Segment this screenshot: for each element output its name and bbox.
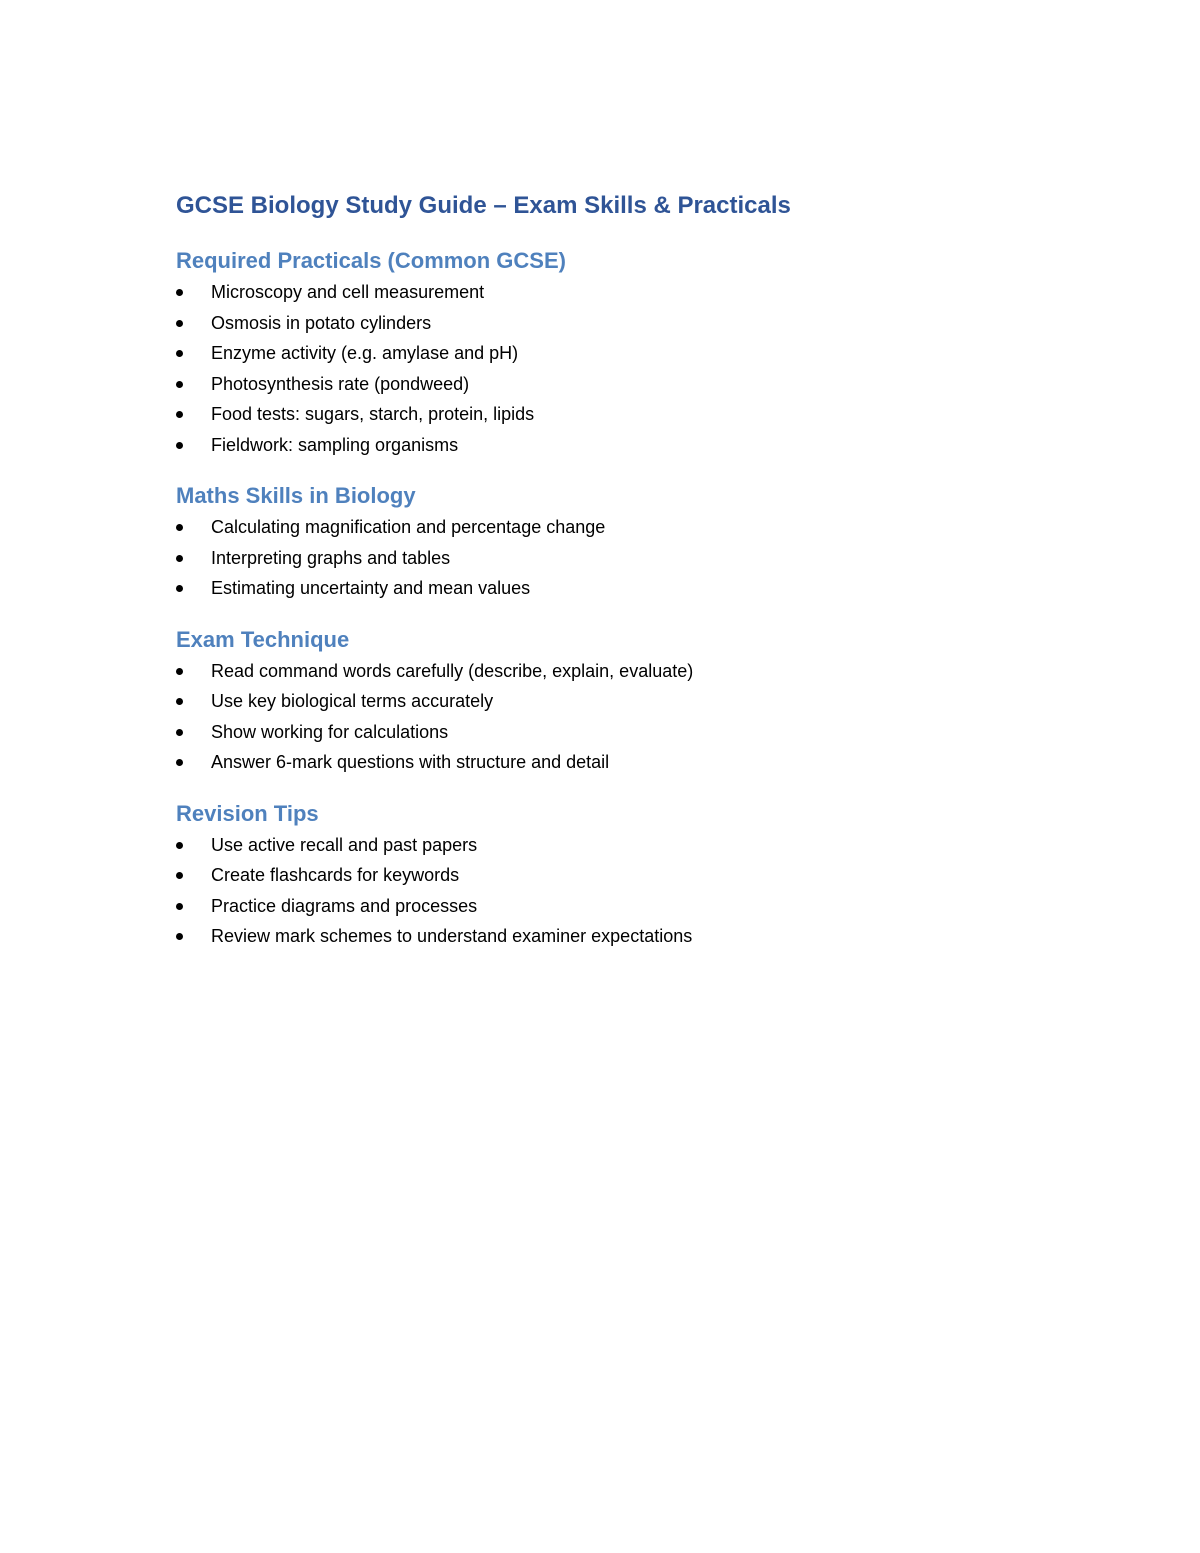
list-item	[176, 512, 1036, 543]
bullet-dot-icon	[176, 668, 183, 675]
list-item	[176, 921, 1036, 952]
list-item-text: Use active recall and past papers	[211, 834, 478, 855]
bullet-dot-icon	[176, 903, 183, 910]
bullet-list	[176, 830, 1036, 952]
list-item	[176, 430, 1036, 461]
list-item	[176, 656, 1036, 687]
bullet-list	[176, 656, 1036, 778]
list-item-text: Use key biological terms accurately	[211, 691, 494, 711]
list-item	[176, 860, 1036, 891]
list-item-text: Enzyme activity (e.g. amylase and pH)	[211, 343, 519, 363]
list-item-text: Microscopy and cell measurement	[211, 282, 485, 302]
bullet-dot-icon	[176, 585, 183, 592]
bullet-dot-icon	[176, 350, 183, 357]
list-item-text: Fieldwork: sampling organisms	[211, 434, 459, 455]
section-heading: Maths Skills in Biology	[176, 483, 416, 508]
section-heading: Exam Technique	[176, 626, 350, 652]
list-item	[176, 338, 1036, 369]
section-heading: Revision Tips	[176, 800, 319, 826]
list-item	[176, 308, 1036, 339]
list-item	[176, 543, 1036, 574]
list-item	[176, 891, 1036, 922]
list-item	[176, 573, 1036, 604]
list-item-text: Photosynthesis rate (pondweed)	[211, 373, 470, 394]
bullet-dot-icon	[176, 872, 183, 879]
list-item	[176, 717, 1036, 748]
section-revision-tips	[176, 799, 1036, 952]
bullet-dot-icon	[176, 729, 183, 736]
list-item	[176, 747, 1036, 778]
bullet-list	[176, 512, 1036, 604]
list-item-text: Estimating uncertainty and mean values	[211, 578, 531, 598]
bullet-dot-icon	[176, 320, 183, 327]
list-item-text: Create flashcards for keywords	[211, 865, 460, 885]
list-item	[176, 277, 1036, 308]
list-item-text: Interpreting graphs and tables	[211, 547, 451, 568]
list-item	[176, 399, 1036, 430]
list-item-text: Read command words carefully (describe, explain, evaluate)	[211, 660, 694, 681]
list-item-text: Answer 6-mark questions with structure and detail	[211, 752, 610, 772]
section-heading: Required Practicals (Common GCSE)	[176, 248, 566, 273]
section-maths-skills	[176, 481, 1036, 604]
bullet-dot-icon	[176, 933, 183, 940]
bullet-dot-icon	[176, 381, 183, 388]
bullet-dot-icon	[176, 698, 183, 705]
list-item-text: Calculating magnification and percentage change	[211, 517, 606, 537]
list-item	[176, 369, 1036, 400]
list-item	[176, 830, 1036, 861]
list-item-text: Review mark schemes to understand examiner expectations	[211, 926, 693, 946]
bullet-list	[176, 277, 1036, 460]
list-item	[176, 686, 1036, 717]
document-content	[176, 189, 1036, 952]
list-item-text: Osmosis in potato cylinders	[211, 312, 432, 333]
bullet-dot-icon	[176, 289, 183, 296]
bullet-dot-icon	[176, 842, 183, 849]
list-item-text: Practice diagrams and processes	[211, 895, 478, 916]
list-item-text: Show working for calculations	[211, 721, 449, 742]
document-title: GCSE Biology Study Guide – Exam Skills & Practicals	[176, 192, 791, 219]
section-required-practicals	[176, 246, 1036, 460]
bullet-dot-icon	[176, 524, 183, 531]
list-item-text: Food tests: sugars, starch, protein, lipids	[211, 404, 535, 424]
bullet-dot-icon	[176, 555, 183, 562]
bullet-dot-icon	[176, 411, 183, 418]
section-exam-technique	[176, 625, 1036, 778]
bullet-dot-icon	[176, 442, 183, 449]
bullet-dot-icon	[176, 759, 183, 766]
